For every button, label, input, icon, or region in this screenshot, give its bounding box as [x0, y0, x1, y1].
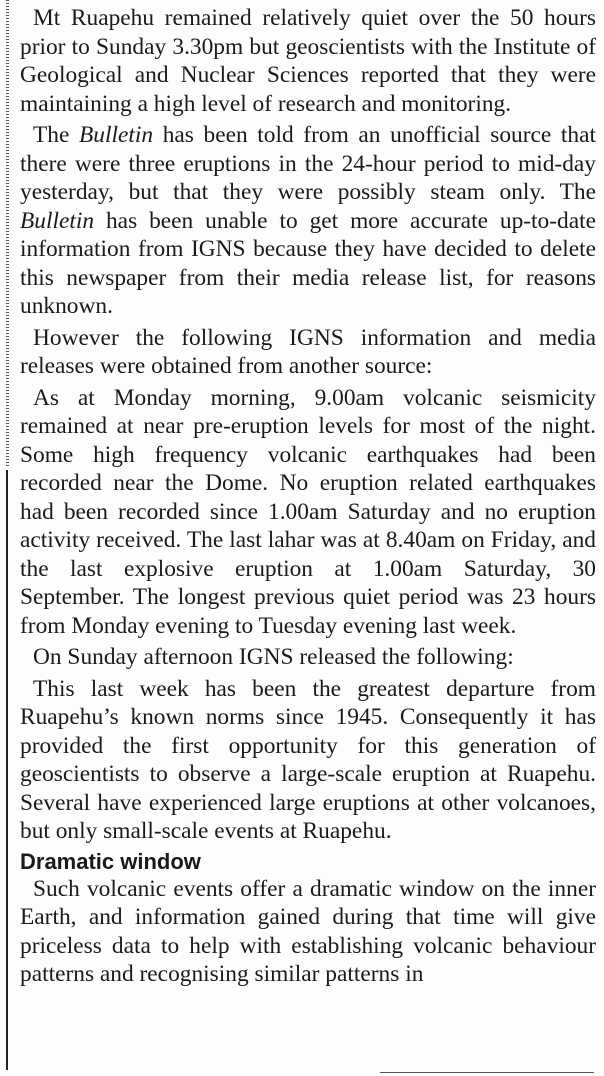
- subheading: Dramatic window: [20, 848, 201, 874]
- bottom-rule: [380, 1072, 594, 1073]
- bulletin-title: Bulletin: [20, 207, 95, 234]
- bulletin-title: Bulletin: [79, 122, 154, 148]
- paragraph-6: This last week has been the greatest departure from Ruapehu’s known norms since 1945. Consequently it has provided the first opportunity for this generation of geoscientists to observe a large-scale eruption at Ruapehu. Several have experienced large eruptions at other volcanoes, but only small-scale events at Ruapehu.: [20, 675, 596, 844]
- article-column: [20, 4, 596, 992]
- paragraph-2-text: has been told from an unofficial source that there were three eruptions in the 24-hour period to mid-day yesterday, but that they were possibly steam only. The: [20, 122, 596, 205]
- paragraph-2-text: The: [33, 122, 79, 148]
- paragraph-2-text: has been unable to get more accurate up-to-date information from IGNS because they have decided to delete this newspaper from their media release list, for reasons unknown.: [20, 207, 596, 319]
- paragraph-4: As at Monday morning, 9.00am volcanic seismicity remained at near pre-eruption levels for most of the night. Some high frequency volcanic earthquakes had been recorded near the Dome. No eruption related earthquakes had been recorded since 1.00am Saturday and no eruption activity received. The last lahar was at 8.40am on Friday, and the last explosive eruption at 1.00am Saturday, 30 September. The longest previous quiet period was 23 hours from Monday evening to Tuesday evening last week.: [20, 384, 596, 639]
- paragraph-7: Such volcanic events offer a dramatic window on the inner Earth, and information gained during that time will give priceless data to help with establishing volcanic behaviour patterns and recognising similar patterns in: [20, 875, 596, 987]
- paragraph-1: Mt Ruapehu remained relatively quiet over the 50 hours prior to Sunday 3.30pm but geoscientists with the Institute of Geological and Nuclear Sciences reported that they were maintaining a high level of research and monitoring.: [20, 5, 596, 117]
- column-rule-dotted: [6, 0, 9, 466]
- column-rule-solid: [6, 470, 8, 1070]
- paragraph-5: On Sunday afternoon IGNS released the following:: [33, 644, 514, 670]
- paragraph-2: [20, 121, 596, 321]
- paragraph-3: However the following IGNS information and media releases were obtained from another source:: [20, 324, 596, 379]
